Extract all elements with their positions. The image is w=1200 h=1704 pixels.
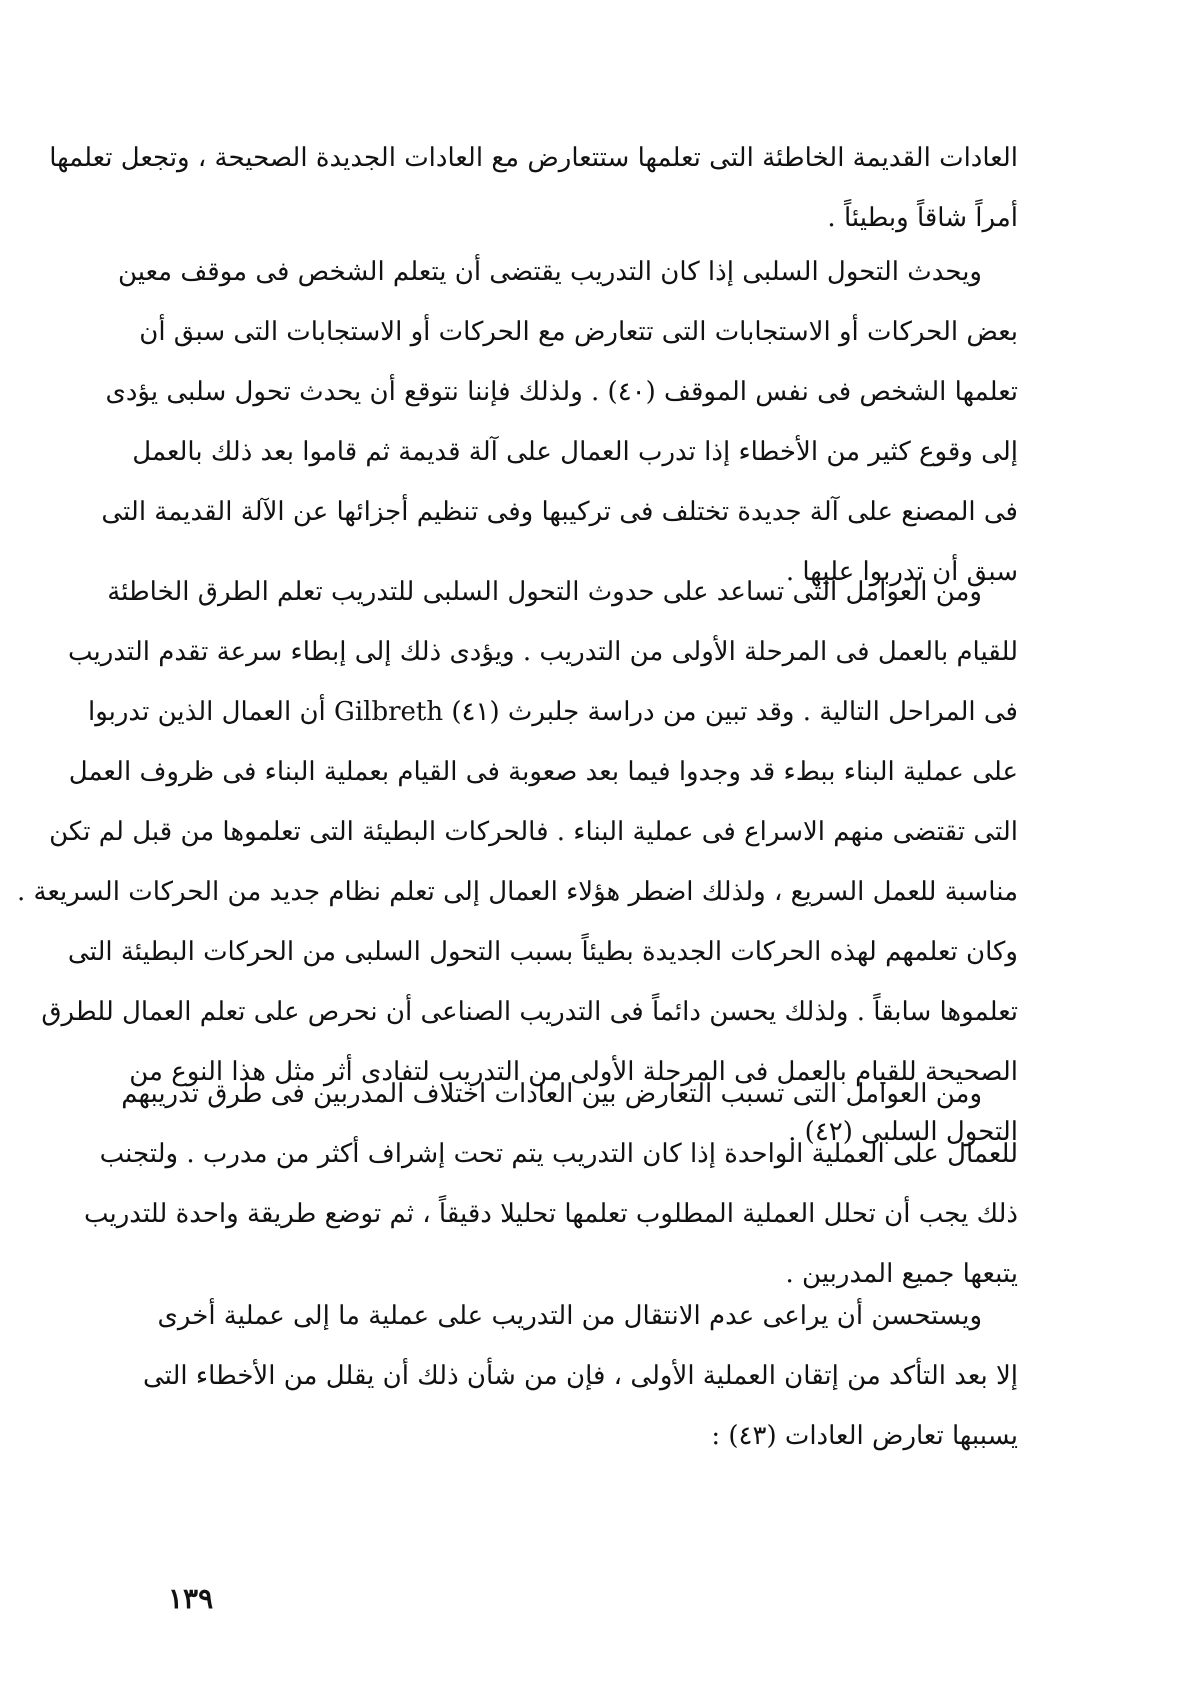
paragraph-2	[101, 242, 1018, 602]
page-number: ١٣٩	[168, 1582, 214, 1615]
paragraph-line: تعلمها الشخص فى نفس الموقف (٤٠) . ولذلك فإننا نتوقع أن يحدث تحول سلبى يؤدى	[105, 377, 1018, 407]
paragraph-line: ويحدث التحول السلبى إذا كان التدريب يقتضى أن يتعلم الشخص فى موقف معين	[117, 257, 982, 287]
paragraph-line: ذلك يجب أن تحلل العملية المطلوب تعلمها تحليلا دقيقاً ، ثم توضع طريقة واحدة للتدريب	[83, 1199, 1018, 1229]
paragraph-4	[83, 1064, 1018, 1304]
paragraph-5	[142, 1286, 1018, 1466]
paragraph-line: التى تقتضى منهم الاسراع فى عملية البناء . فالحركات البطيئة التى تعلموها من قبل لم تكن	[49, 817, 1018, 847]
paragraph-line: فى المصنع على آلة جديدة تختلف فى تركيبها وفى تنظيم أجزائها عن الآلة القديمة التى	[101, 497, 1018, 527]
paragraph-line: بعض الحركات أو الاستجابات التى تتعارض مع الحركات أو الاستجابات التى سبق أن	[139, 317, 1018, 347]
paragraph-line: وكان تعلمهم لهذه الحركات الجديدة بطيئاً بسبب التحول السلبى من الحركات البطيئة التى	[67, 937, 1018, 967]
paragraph-line: ومن العوامل التى تسبب التعارض بين العادات اختلاف المدربين فى طرق تدريبهم	[121, 1079, 982, 1109]
paragraph-line: على عملية البناء ببطء قد وجدوا فيما بعد صعوبة فى القيام بعملية البناء فى ظروف العمل	[68, 757, 1018, 787]
paragraph-1	[49, 128, 1018, 248]
paragraph-line: الصحيحة للقيام بالعمل فى المرحلة الأولى من التدريب لتفادى أثر مثل هذا النوع من	[129, 1057, 1018, 1087]
paragraph-line: للعمال على العملية الواحدة إذا كان التدريب يتم تحت إشراف أكثر من مدرب . ولتجنب	[99, 1139, 1018, 1169]
paragraph-line: ويستحسن أن يراعى عدم الانتقال من التدريب على عملية ما إلى عملية أخرى	[157, 1301, 982, 1331]
paragraph-line: ومن العوامل التى تساعد على حدوث التحول السلبى للتدريب تعلم الطرق الخاطئة	[107, 577, 982, 607]
paragraph-line: أمراً شاقاً وبطيئاً .	[827, 203, 1018, 233]
paragraph-line: التحول السلبى (٤٢) .	[788, 1117, 1018, 1147]
paragraph-line: العادات القديمة الخاطئة التى تعلمها ستتعارض مع العادات الجديدة الصحيحة ، وتجعل تعلمها	[49, 143, 1018, 173]
paragraph-line: يسببها تعارض العادات (٤٣) :	[711, 1421, 1018, 1451]
paragraph-line: للقيام بالعمل فى المرحلة الأولى من التدريب . ويؤدى ذلك إلى إبطاء سرعة تقدم التدريب	[68, 637, 1018, 667]
paragraph-line: فى المراحل التالية . وقد تبين من دراسة جلبرث (٤١) Gilbreth أن العمال الذين تدربوا	[87, 697, 1018, 727]
paragraph-line: إلى وقوع كثير من الأخطاء إذا تدرب العمال على آلة قديمة ثم قاموا بعد ذلك بالعمل	[132, 437, 1018, 467]
paragraph-line: تعلموها سابقاً . ولذلك يحسن دائماً فى التدريب الصناعى أن نحرص على تعلم العمال للطرق	[41, 997, 1018, 1027]
paragraph-line: سبق أن تدربوا عليها .	[785, 557, 1018, 587]
paragraph-line: يتبعها جميع المدربين .	[785, 1259, 1018, 1289]
paragraph-line: مناسبة للعمل السريع ، ولذلك اضطر هؤلاء العمال إلى تعلم نظام جديد من الحركات السريعة .	[17, 877, 1018, 907]
paragraph-line: إلا بعد التأكد من إتقان العملية الأولى ، فإن من شأن ذلك أن يقلل من الأخطاء التى	[142, 1361, 1018, 1391]
